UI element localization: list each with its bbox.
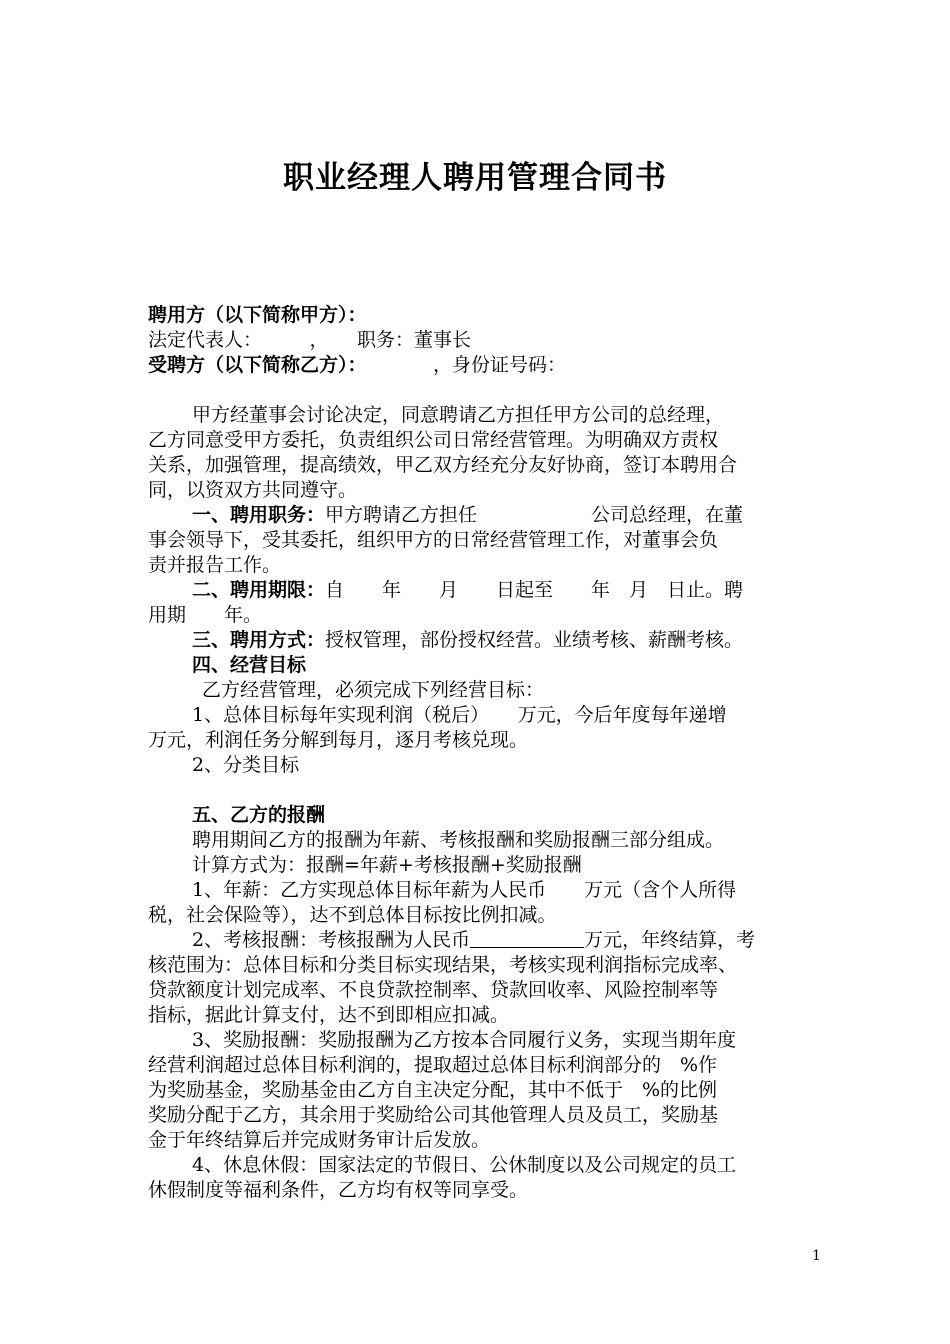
section-4-line: 乙方经营管理，必须完成下列经营目标： [202,679,545,701]
section-4-line: 2、分类目标 [192,754,300,776]
section-2-line [192,578,818,602]
section-5-line: 经营利润超过总体目标利润的，提取超过总体目标利润部分的 %作 [148,1054,718,1076]
section-5-heading: 五、乙方的报酬 [192,804,326,826]
section-3-heading: 三、聘用方式： [192,629,326,651]
section-5-line: 指标，据此计算支付，达不到即相应扣减。 [148,1004,510,1026]
section-3-text: 授权管理，部份授权经营。业绩考核、薪酬考核。 [325,629,744,651]
section-2-text: 自 年 月 日起至 年 月 日止。聘 [325,579,744,601]
intro-line: 同，以资双方共同遵守。 [148,479,358,501]
section-1-line [192,503,818,527]
section-1-text: 甲方聘请乙方担任 公司总经理，在董 [325,504,744,526]
section-5-line [192,928,818,952]
section-1-heading: 一、聘用职务： [192,504,326,526]
employee-line [148,353,818,377]
section-5-line: 为奖励基金，奖励基金由乙方自主决定分配，其中不低于 %的比例 [148,1079,718,1101]
section-5-line: 休假制度等福利条件，乙方均有权等同享受。 [148,1179,529,1201]
section-2-heading: 二、聘用期限： [192,579,326,601]
section-5-line: 计算方式为：报酬=年薪+考核报酬+奖励报酬 [192,854,582,876]
section-5-line: 3、奖励报酬：奖励报酬为乙方按本合同履行义务，实现当期年度 [192,1029,737,1051]
section-1-line: 责并报告工作。 [148,554,282,576]
intro-line: 甲方经董事会讨论决定，同意聘请乙方担任甲方公司的总经理， [192,404,725,426]
assessment-text: 2、考核报酬：考核报酬为人民币 [192,929,471,951]
section-5-line: 聘用期间乙方的报酬为年薪、考核报酬和奖励报酬三部分组成。 [192,829,725,851]
assessment-amount-blank [470,929,584,951]
section-5-line: 税，社会保险等），达不到总体目标按比例扣减。 [148,904,557,926]
section-2-line: 用期 年。 [148,604,263,626]
employer-label: 聘用方（以下简称甲方）： [148,304,367,326]
intro-line: 乙方同意受甲方委托，负责组织公司日常经营管理。为明确双方责权 [148,429,719,451]
page-number: 1 [812,1248,821,1264]
section-5-line: 1、年薪：乙方实现总体目标年薪为人民币 万元（含个人所得 [192,879,737,901]
document-title: 职业经理人聘用管理合同书 [283,160,667,196]
section-4-heading: 四、经营目标 [192,654,307,676]
assessment-text-tail: 万元，年终结算，考 [584,929,756,951]
employee-label: 受聘方（以下简称乙方）： [148,354,358,376]
section-5-line: 4、休息休假：国家法定的节假日、公休制度以及公司规定的员工 [192,1154,737,1176]
section-4-line: 1、总体目标每年实现利润（税后） 万元，今后年度每年递增 [192,704,727,726]
section-4-line: 万元，利润任务分解到每月，逐月考核兑现。 [148,729,529,751]
section-1-line: 事会领导下，受其委托，组织甲方的日常经营管理工作，对董事会负 [148,529,719,551]
section-3-line [192,628,818,652]
intro-line: 关系，加强管理，提高绩效，甲乙双方经充分友好协商，签订本聘用合 [148,454,738,476]
section-5-line: 金于年终结算后并完成财务审计后发放。 [148,1129,491,1151]
section-5-line: 奖励分配于乙方，其余用于奖励给公司其他管理人员及员工，奖励基 [148,1104,719,1126]
legal-rep-line: 法定代表人： ， 职务：董事长 [148,329,472,351]
section-5-line: 贷款额度计划完成率、不良贷款控制率、贷款回收率、风险控制率等 [148,979,719,1001]
section-5-line: 核范围为：总体目标和分类目标实现结果，考核实现利润指标完成率、 [148,954,738,976]
employee-rest: ，身份证号码： [357,354,567,376]
